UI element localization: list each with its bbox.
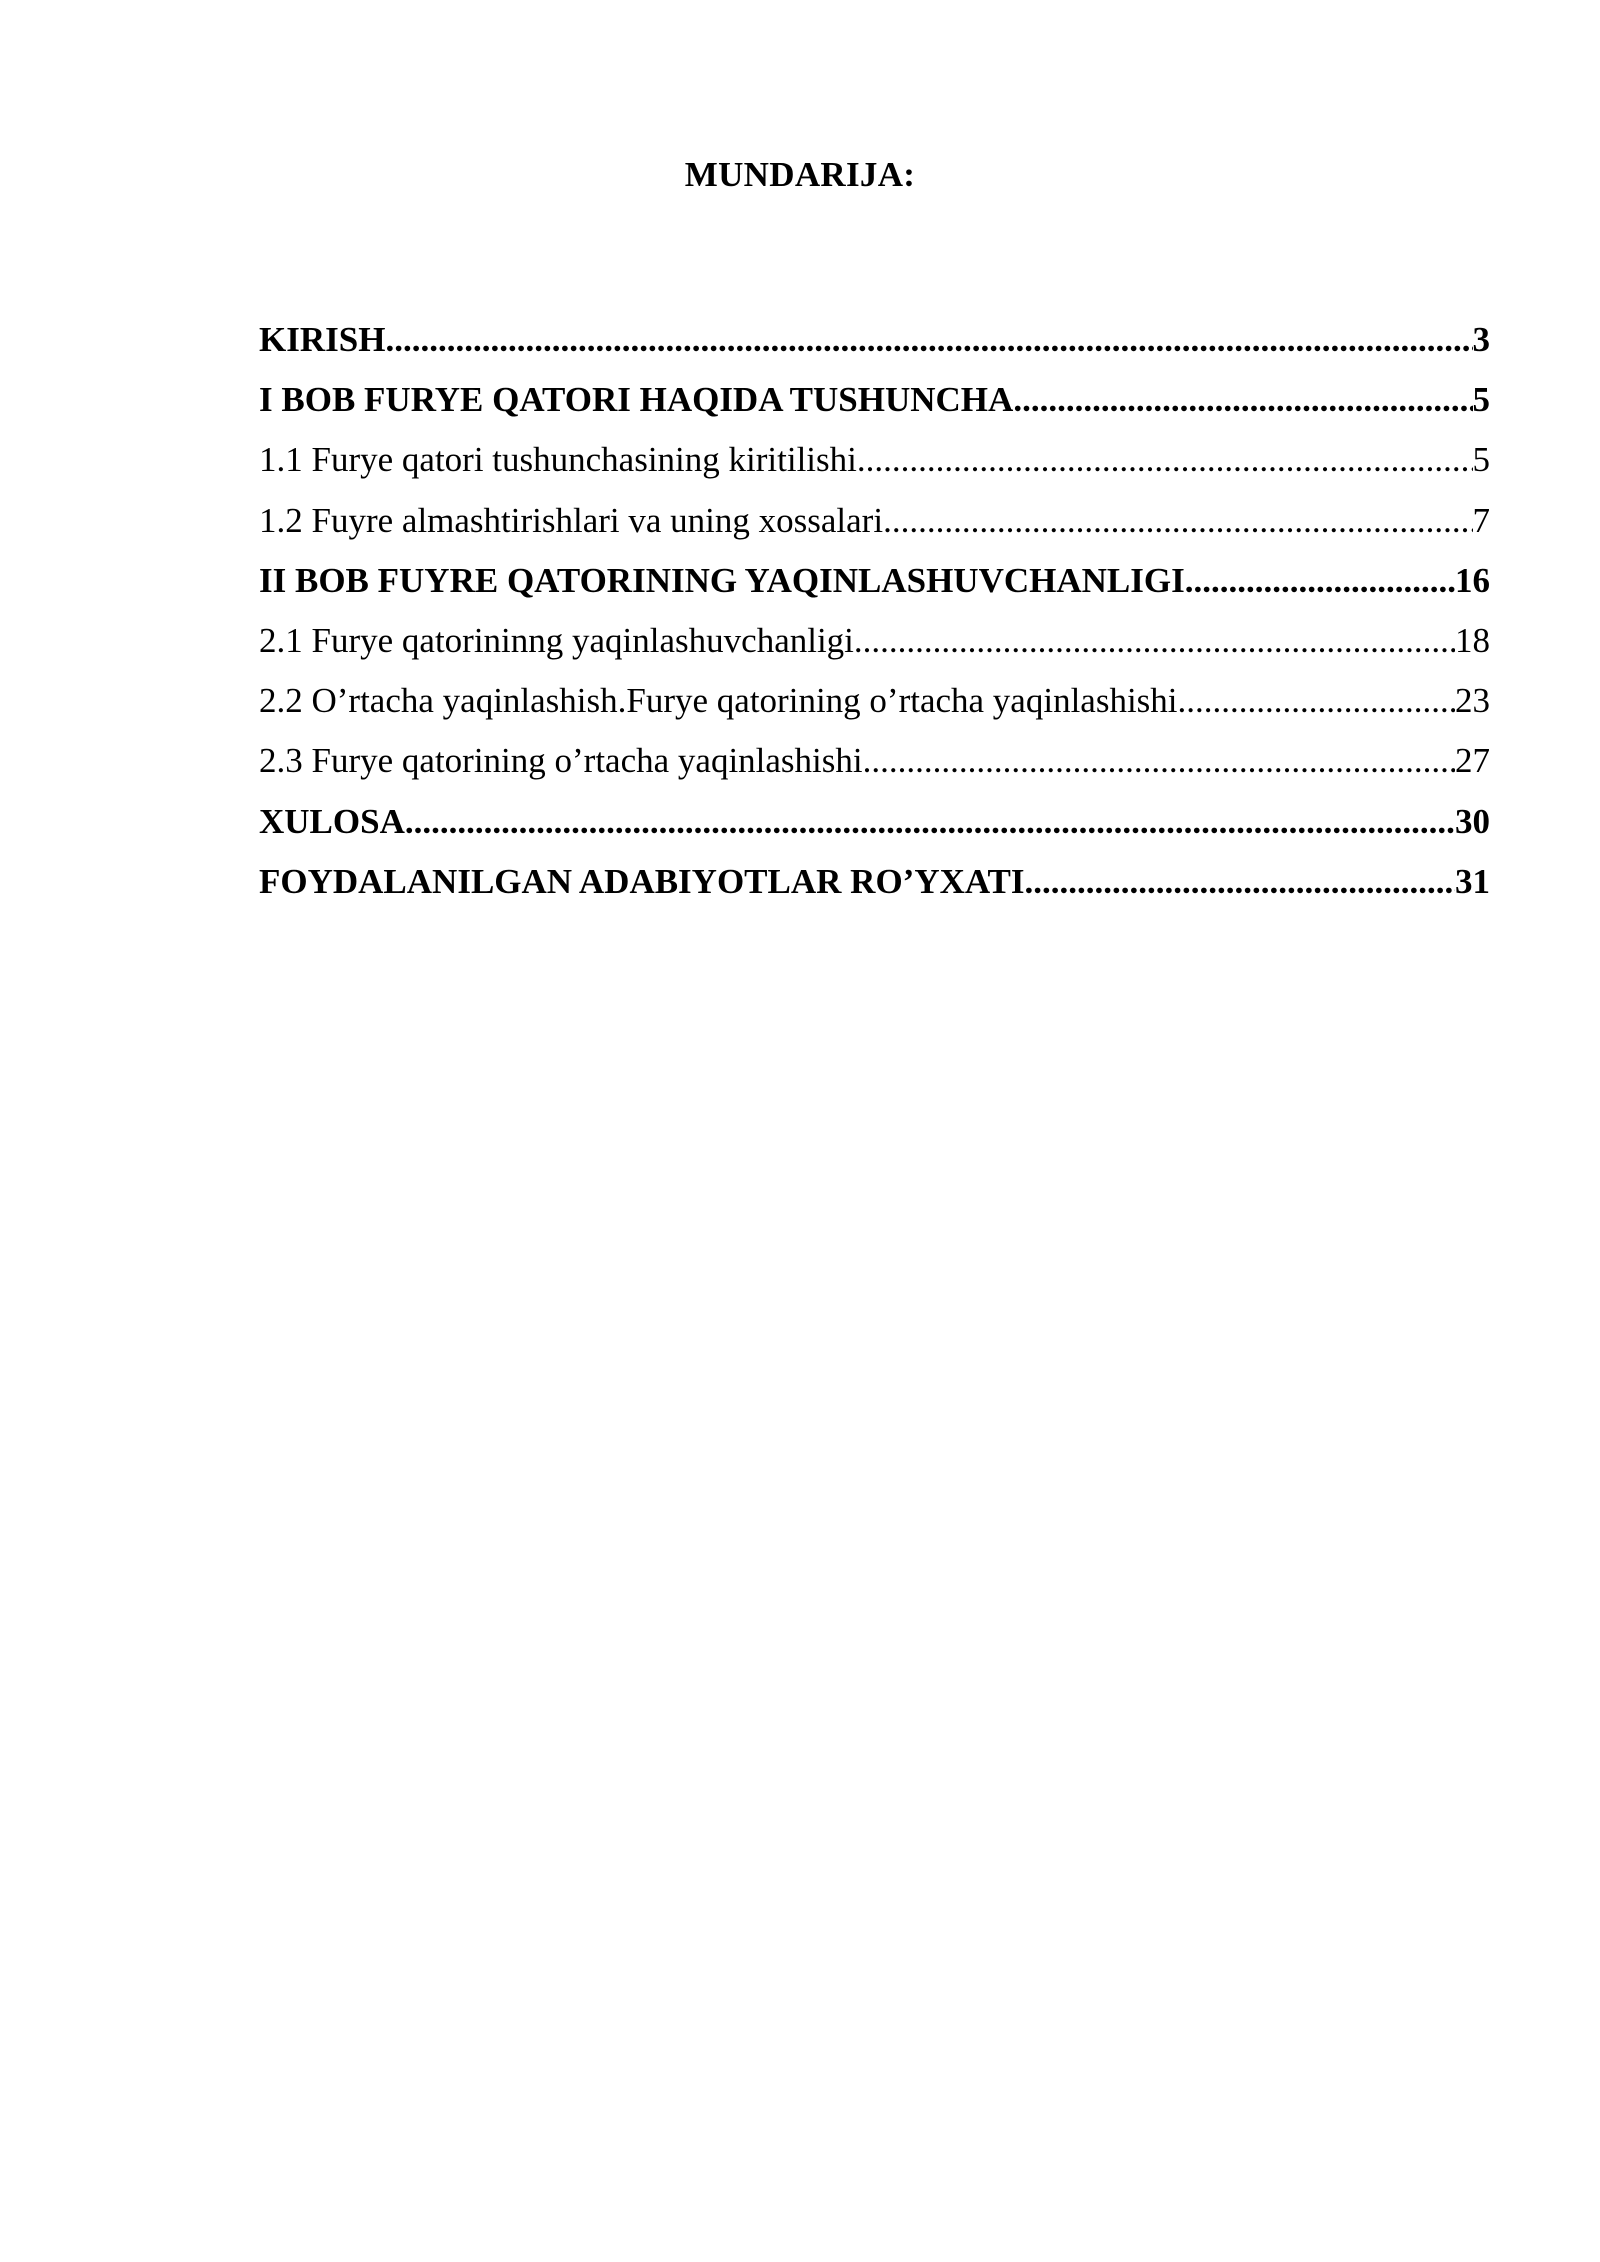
toc-entry-section-2-2[interactable] bbox=[259, 679, 1490, 739]
toc-entry-section-2-1[interactable] bbox=[259, 619, 1490, 679]
toc-entry-section-1-1[interactable] bbox=[259, 438, 1490, 498]
toc-entry-page: 18 bbox=[1455, 620, 1490, 660]
toc-entry-chapter-1[interactable] bbox=[259, 378, 1490, 438]
toc-dot-leader bbox=[385, 318, 1472, 362]
toc-entry-label: FOYDALANILGAN ADABIYOTLAR RO’YXATI bbox=[259, 861, 1025, 901]
toc-entry-page: 7 bbox=[1472, 500, 1490, 540]
toc-entry-label: 2.2 O’rtacha yaqinlashish.Furye qatorining o’rtacha yaqinlashishi bbox=[259, 681, 1178, 721]
toc-entry-label: I BOB FURYE QATORI HAQIDA TUSHUNCHA bbox=[259, 380, 1014, 420]
toc-entry-label: XULOSA bbox=[259, 801, 405, 841]
table-of-contents bbox=[259, 318, 1490, 920]
toc-dot-leader bbox=[1025, 860, 1455, 904]
toc-entry-label: II BOB FUYRE QATORINING YAQINLASHUVCHANLIGI bbox=[259, 560, 1185, 600]
toc-entry-references[interactable] bbox=[259, 860, 1490, 920]
toc-entry-label: 2.1 Furye qatorininng yaqinlashuvchanligi bbox=[259, 620, 854, 660]
toc-entry-page: 31 bbox=[1455, 861, 1490, 901]
page-title: MUNDARIJA: bbox=[684, 155, 916, 194]
toc-entry-chapter-2[interactable] bbox=[259, 559, 1490, 619]
toc-dot-leader bbox=[854, 619, 1455, 663]
toc-entry-section-2-3[interactable] bbox=[259, 739, 1490, 799]
toc-entry-label: 1.1 Furye qatori tushunchasining kiritilishi bbox=[259, 440, 857, 480]
toc-entry-kirish[interactable] bbox=[259, 318, 1490, 378]
toc-entry-page: 5 bbox=[1472, 440, 1490, 480]
toc-dot-leader bbox=[863, 739, 1455, 783]
toc-dot-leader bbox=[1178, 679, 1455, 723]
toc-entry-page: 3 bbox=[1472, 320, 1490, 359]
toc-entry-page: 30 bbox=[1455, 801, 1490, 841]
toc-entry-xulosa[interactable] bbox=[259, 800, 1490, 860]
toc-entry-label: 2.3 Furye qatorining o’rtacha yaqinlashishi bbox=[259, 741, 863, 781]
toc-dot-leader bbox=[857, 438, 1473, 482]
toc-entry-label: 1.2 Fuyre almashtirishlari va uning xossalari bbox=[259, 500, 884, 540]
toc-dot-leader bbox=[1185, 559, 1455, 603]
toc-entry-section-1-2[interactable] bbox=[259, 499, 1490, 559]
toc-entry-page: 23 bbox=[1455, 681, 1490, 721]
toc-entry-label: KIRISH bbox=[259, 320, 386, 359]
toc-entry-page: 5 bbox=[1472, 380, 1490, 420]
toc-entry-page: 27 bbox=[1455, 741, 1490, 781]
toc-dot-leader bbox=[1013, 378, 1472, 422]
toc-dot-leader bbox=[883, 499, 1472, 543]
toc-dot-leader bbox=[405, 800, 1455, 844]
toc-entry-page: 16 bbox=[1455, 560, 1490, 600]
